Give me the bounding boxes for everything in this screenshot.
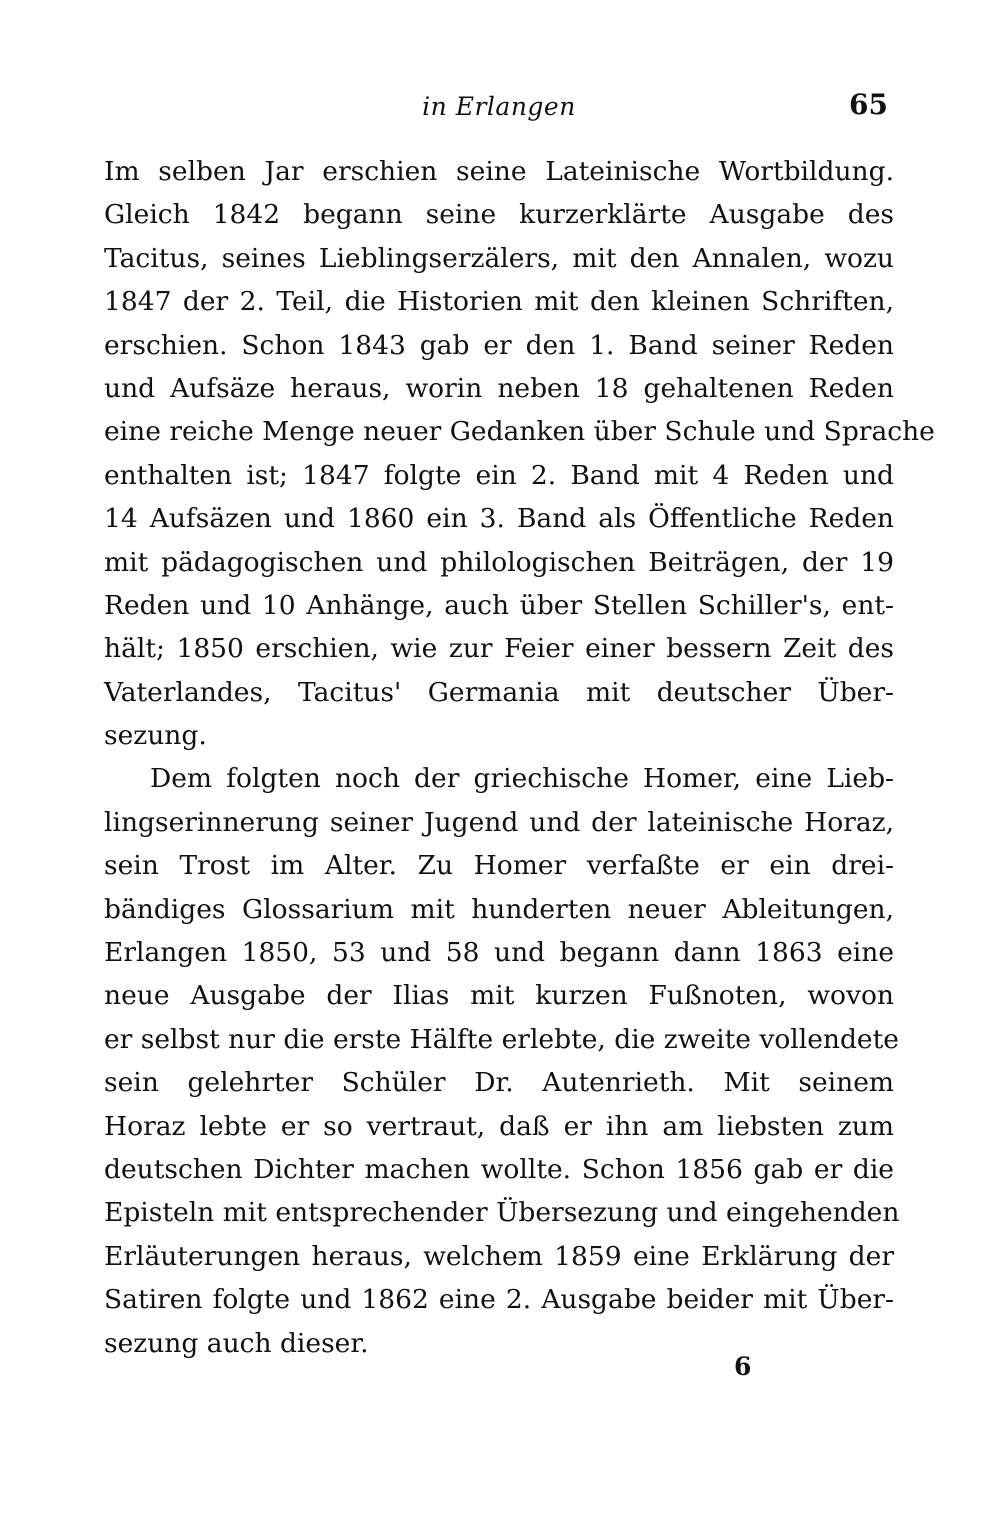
text-line: Im selben Jar erschien seine Lateinische Wortbildung. bbox=[104, 156, 894, 187]
text-line: Horaz lebte er so vertraut, daß er ihn am liebsten zum bbox=[104, 1110, 894, 1142]
text-line: bändiges Glossarium mit hunderten neuer Ableitungen, bbox=[104, 893, 894, 925]
running-head bbox=[104, 86, 894, 126]
text-line: 14 Aufsäzen und 1860 ein 3. Band als Öffentliche Reden bbox=[104, 503, 894, 535]
text-line: Dem folgten noch der griechische Homer, eine Lieb- bbox=[150, 763, 894, 795]
text-line: eine reiche Menge neuer Gedanken über Schule und Sprache bbox=[104, 416, 935, 448]
signature-mark: 6 bbox=[734, 1352, 752, 1381]
text-line: erschien. Schon 1843 gab er den 1. Band seiner Reden bbox=[104, 329, 894, 361]
text-line: 1847 der 2. Teil, die Historien mit den kleinen Schriften, bbox=[104, 286, 894, 318]
text-line: sezung auch dieser. bbox=[104, 1327, 369, 1359]
text-line: Gleich 1842 begann seine kurzerklärte Ausgabe des bbox=[104, 199, 894, 231]
text-line: Vaterlandes, Tacitus' Germania mit deutscher Über- bbox=[104, 676, 894, 708]
text-line: sein Trost im Alter. Zu Homer verfaßte er ein drei- bbox=[104, 850, 894, 882]
text-line: Erläuterungen heraus, welchem 1859 eine Erklärung der bbox=[104, 1240, 894, 1272]
text-line: hält; 1850 erschien, wie zur Feier einer bessern Zeit des bbox=[104, 633, 894, 665]
text-line: enthalten ist; 1847 folgte ein 2. Band mit 4 Reden und bbox=[104, 459, 894, 491]
text-line: Tacitus, seines Lieblingserzälers, mit den Annalen, wozu bbox=[104, 242, 894, 274]
text-line: neue Ausgabe der Ilias mit kurzen Fußnoten, wovon bbox=[104, 980, 894, 1012]
text-line: lingserinnerung seiner Jugend und der lateinische Horaz, bbox=[104, 806, 894, 838]
text-line: Satiren folgte und 1862 eine 2. Ausgabe beider mit Über- bbox=[104, 1284, 894, 1316]
running-head-title: in Erlangen bbox=[422, 92, 576, 121]
text-line: mit pädagogischen und philologischen Beiträgen, der 19 bbox=[104, 546, 894, 578]
text-line: er selbst nur die erste Hälfte erlebte, die zweite vollendete bbox=[104, 1023, 899, 1055]
text-line: sezung. bbox=[104, 720, 207, 752]
text-line: Episteln mit entsprechender Übersezung und eingehenden bbox=[104, 1197, 900, 1229]
text-line: Reden und 10 Anhänge, auch über Stellen Schiller's, ent- bbox=[104, 589, 894, 621]
page-number: 65 bbox=[849, 88, 888, 121]
body-text bbox=[104, 150, 935, 1365]
text-line: sein gelehrter Schüler Dr. Autenrieth. Mit seinem bbox=[104, 1067, 894, 1099]
text-line: Erlangen 1850, 53 und 58 und begann dann 1863 eine bbox=[104, 937, 894, 969]
text-line: und Aufsäze heraus, worin neben 18 gehaltenen Reden bbox=[104, 372, 894, 404]
text-line: deutschen Dichter machen wollte. Schon 1856 gab er die bbox=[104, 1153, 894, 1185]
